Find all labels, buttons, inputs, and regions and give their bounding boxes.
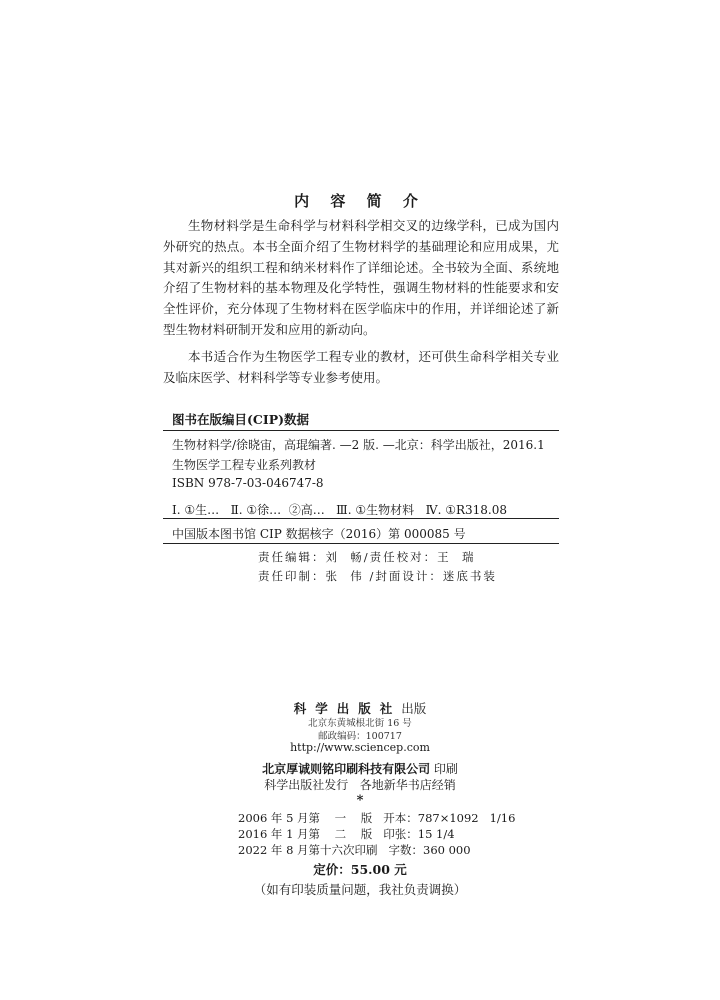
cip-isbn: ISBN 978-7-03-046747-8	[172, 476, 324, 490]
publisher-postcode: 邮政编码：100717	[318, 731, 402, 742]
price: 定价：55.00 元	[313, 862, 407, 877]
edition-line-1: 2006 年 5 月第 一 版 开本：787×1092 1/16	[238, 811, 516, 825]
cip-classification: Ⅰ. ①生… Ⅱ. ①徐… ②高… Ⅲ. ①生物材料 Ⅳ. ①R318.08	[172, 503, 507, 517]
summary-body	[163, 216, 559, 388]
cip-library-record: 中国版本图书馆 CIP 数据核字（2016）第 000085 号	[172, 527, 466, 541]
summary-title: 内 容 简 介	[294, 192, 426, 210]
cip-top-rule	[163, 430, 559, 431]
edition-line-3: 2022 年 8 月第十六次印刷 字数：360 000	[238, 843, 471, 857]
staff-production: 责任印制：张 伟 /封面设计：迷底书装	[258, 569, 497, 583]
publisher-suffix: 出版	[401, 701, 427, 716]
publisher-name: 科学出版社	[293, 701, 402, 716]
cip-title-line: 生物材料学/徐晓宙，高琨编著. —2 版. —北京：科学出版社，2016.1	[172, 438, 545, 452]
summary-paragraph-1: 生物材料学是生命科学与材料科学相交叉的边缘学科，已成为国内外研究的热点。本书全面介绍了生物材料学的基础理论和应用成果，尤其对新兴的组织工程和纳米材料作了详细论述。全书较为全面、系统地介绍了生物材料的基本物理及化学特性，强调生物材料的性能要求和安全性评价，充分体现了生物材料在医学临床中的作用，并详细论述了新型生物材料研制开发和应用的新动向。	[163, 218, 559, 337]
quality-notice: （如有印装质量问题，我社负责调换）	[253, 882, 467, 897]
printer-suffix: 印刷	[430, 762, 458, 776]
edition-line-2: 2016 年 1 月第 二 版 印张：15 1/4	[238, 827, 455, 841]
publisher-url: http://www.sciencep.com	[290, 741, 430, 754]
summary-paragraph-2: 本书适合作为生物医学工程专业的教材，还可供生命科学相关专业及临床医学、材料科学等专业参考使用。	[163, 348, 559, 385]
cip-bottom-rule	[163, 543, 559, 544]
separator-star: *	[356, 793, 364, 808]
cip-heading: 图书在版编目(CIP)数据	[172, 412, 310, 427]
distribution-line: 科学出版社发行 各地新华书店经销	[264, 778, 456, 792]
cip-series-line: 生物医学工程专业系列教材	[172, 458, 317, 472]
publisher-address: 北京东黄城根北街 16 号	[308, 718, 412, 729]
printer-name: 北京厚诚则铭印刷科技有限公司	[262, 762, 431, 776]
cip-middle-rule	[163, 518, 559, 519]
printer-line	[0, 758, 720, 777]
staff-editors: 责任编辑：刘 畅/责任校对：王 瑞	[258, 550, 476, 564]
